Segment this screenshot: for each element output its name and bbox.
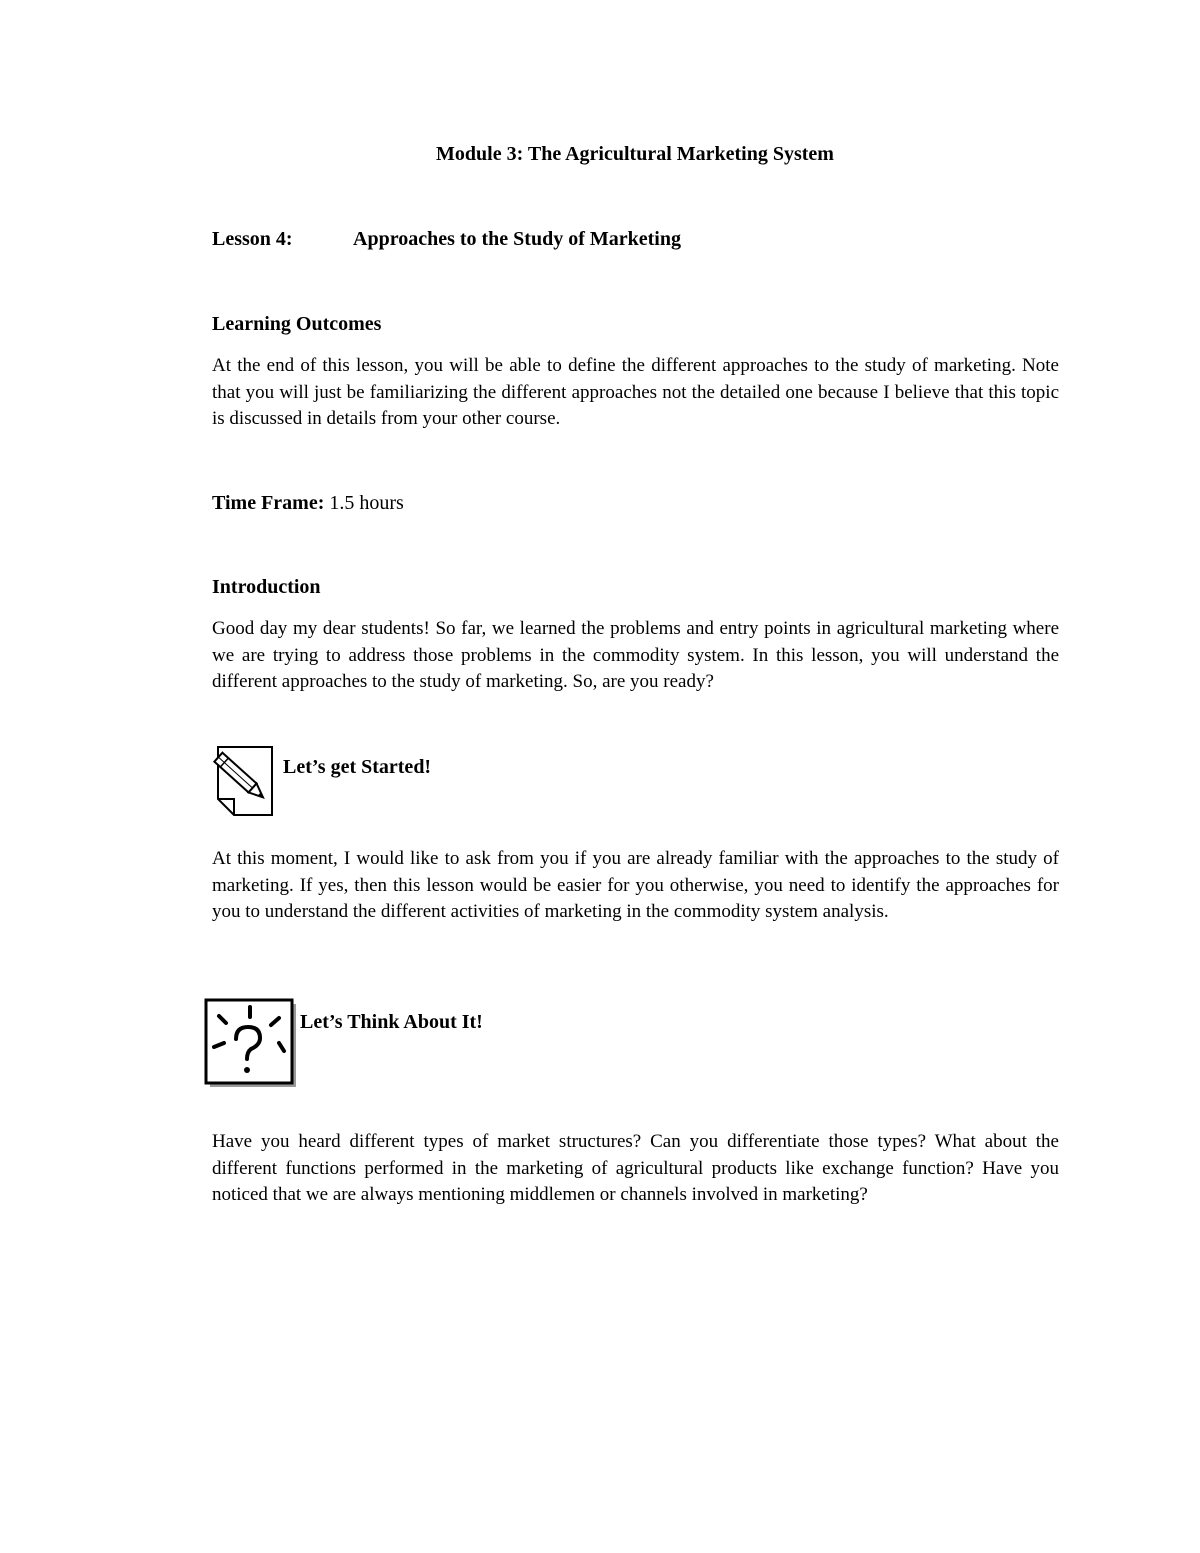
introduction-heading: Introduction xyxy=(212,576,321,598)
time-frame-value: 1.5 hours xyxy=(329,492,404,514)
introduction-text: Good day my dear students! So far, we learned the problems and entry points in agricultural marketing where we are trying to address those problems in the commodity system. In this lesson, you will understand the different approaches to the study of marketing. So, are you ready? xyxy=(212,618,1059,692)
time-frame-label: Time Frame: xyxy=(212,492,325,514)
think-about-it-text: Have you heard different types of market structures? Can you differentiate those types? What about the different functions performed in the marketing of agricultural products like exchange function? Have you noticed that we are always mentioning middlemen or channels involved in marketing? xyxy=(212,1131,1059,1205)
think-about-it-heading: Let’s Think About It! xyxy=(300,1011,483,1033)
lesson-label: Lesson 4: xyxy=(212,228,293,250)
pencil-note-icon xyxy=(206,744,276,818)
time-frame xyxy=(212,490,404,516)
learning-outcomes-text: At the end of this lesson, you will be able to define the different approaches to the study of marketing. Note that you will just be familiarizing the different approaches not the detailed one because I believe that this topic is discussed in details from your other course. xyxy=(212,355,1059,429)
get-started-heading: Let’s get Started! xyxy=(283,756,432,778)
lesson-title: Approaches to the Study of Marketing xyxy=(353,228,681,250)
question-bulb-icon xyxy=(203,997,298,1089)
lesson-heading xyxy=(212,226,681,252)
get-started-text: At this moment, I would like to ask from you if you are already familiar with the approaches to the study of marketing. If yes, then this lesson would be easier for you otherwise, you need to identify the approaches for you to understand the different activities of marketing in the commodity system analysis. xyxy=(212,848,1059,922)
module-title: Module 3: The Agricultural Marketing System xyxy=(436,143,834,165)
learning-outcomes-heading: Learning Outcomes xyxy=(212,313,382,335)
